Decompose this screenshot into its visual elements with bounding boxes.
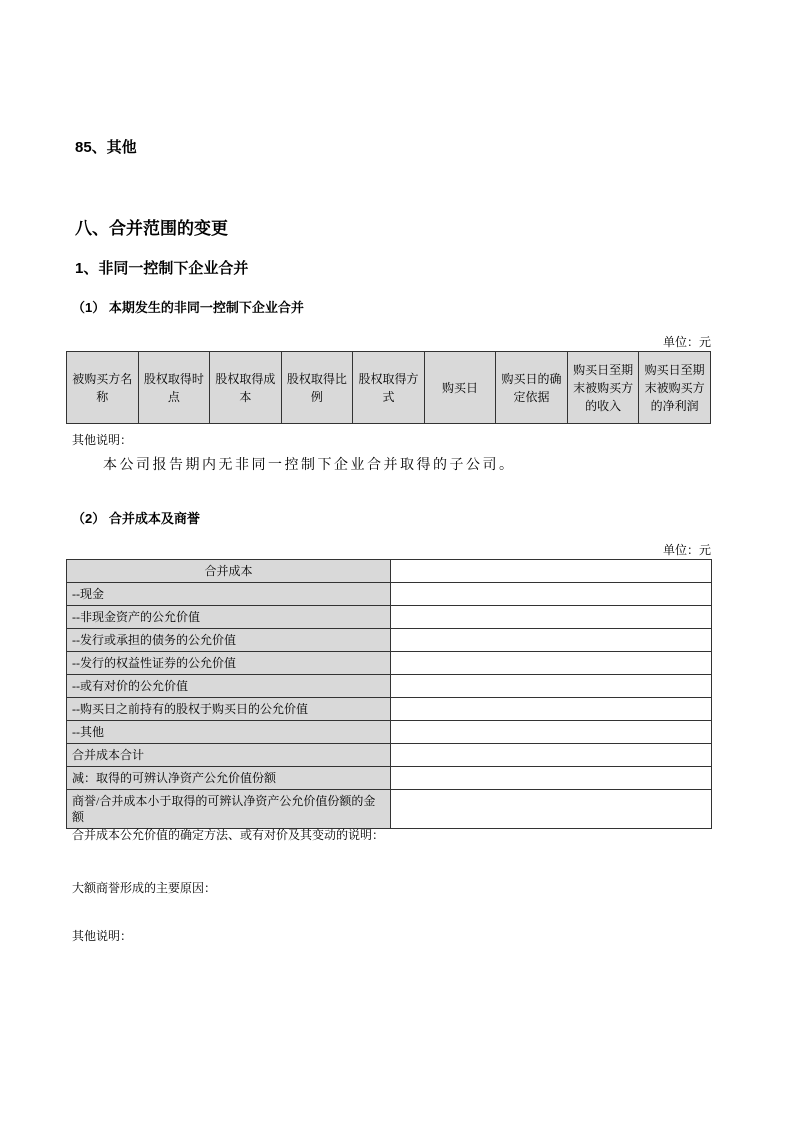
heading-item-2: （2） 合并成本及商誉 [72, 511, 200, 526]
other-note-label-2: 其他说明： [72, 929, 133, 943]
row-value [391, 721, 712, 744]
row-label-debt-fv: --发行或承担的债务的公允价值 [67, 629, 391, 652]
row-value [391, 744, 712, 767]
heading-85-other: 85、其他 [75, 139, 137, 156]
col-purchase-date: 购买日 [424, 352, 496, 424]
business-combination-table [66, 351, 711, 424]
col-equity-ratio: 股权取得比例 [281, 352, 353, 424]
table-row [67, 790, 712, 829]
row-value [391, 790, 712, 829]
table-row [67, 652, 712, 675]
table-row [67, 721, 712, 744]
row-value [391, 583, 712, 606]
unit-label-2: 单位：元 [662, 543, 711, 557]
no-combination-statement: 本公司报告期内无非同一控制下企业合并取得的子公司。 [103, 458, 516, 473]
col-purchase-basis: 购买日的确定依据 [496, 352, 568, 424]
row-value [391, 629, 712, 652]
row-label-noncash-fv: --非现金资产的公允价值 [67, 606, 391, 629]
unit-label-1: 单位：元 [662, 335, 711, 349]
row-label-cash: --现金 [67, 583, 391, 606]
col-equity-method: 股权取得方式 [353, 352, 425, 424]
row-label-goodwill-amount: 商誉/合并成本小于取得的可辨认净资产公允价值份额的金额 [67, 790, 391, 829]
heading-item-1: （1） 本期发生的非同一控制下企业合并 [72, 300, 304, 315]
col-acquiree-revenue: 购买日至期末被购买方的收入 [567, 352, 639, 424]
row-label-merge-cost-total: 合并成本合计 [67, 744, 391, 767]
col-acquiree-netprofit: 购买日至期末被购买方的净利润 [639, 352, 711, 424]
table-header-row [67, 352, 711, 424]
row-label-other: --其他 [67, 721, 391, 744]
col-equity-cost: 股权取得成本 [210, 352, 282, 424]
table-row [67, 767, 712, 790]
row-label-equity-securities-fv: --发行的权益性证券的公允价值 [67, 652, 391, 675]
heading-sub-1: 1、非同一控制下企业合并 [75, 260, 249, 277]
merge-cost-fv-method-note: 合并成本公允价值的确定方法、或有对价及其变动的说明： [72, 828, 385, 842]
heading-section-8: 八、合并范围的变更 [75, 219, 228, 238]
table-row [67, 629, 712, 652]
row-label-contingent-consideration-fv: --或有对价的公允价值 [67, 675, 391, 698]
table-row [67, 698, 712, 721]
table-row [67, 606, 712, 629]
row-value [391, 767, 712, 790]
row-label-prior-equity-fv: --购买日之前持有的股权于购买日的公允价值 [67, 698, 391, 721]
col-equity-time: 股权取得时点 [138, 352, 210, 424]
row-value [391, 675, 712, 698]
row-value [391, 698, 712, 721]
row-value [391, 652, 712, 675]
table-row [67, 560, 712, 583]
table-row [67, 675, 712, 698]
other-note-label-1: 其他说明： [72, 433, 133, 447]
row-label-less-identifiable-net-assets: 减：取得的可辨认净资产公允价值份额 [67, 767, 391, 790]
large-goodwill-reason-note: 大额商誉形成的主要原因： [72, 881, 217, 895]
row-label-merge-cost: 合并成本 [67, 560, 391, 583]
row-value [391, 560, 712, 583]
table-row [67, 744, 712, 767]
merge-cost-goodwill-table [66, 559, 712, 829]
col-acquiree-name: 被购买方名称 [67, 352, 139, 424]
table-row [67, 583, 712, 606]
row-value [391, 606, 712, 629]
